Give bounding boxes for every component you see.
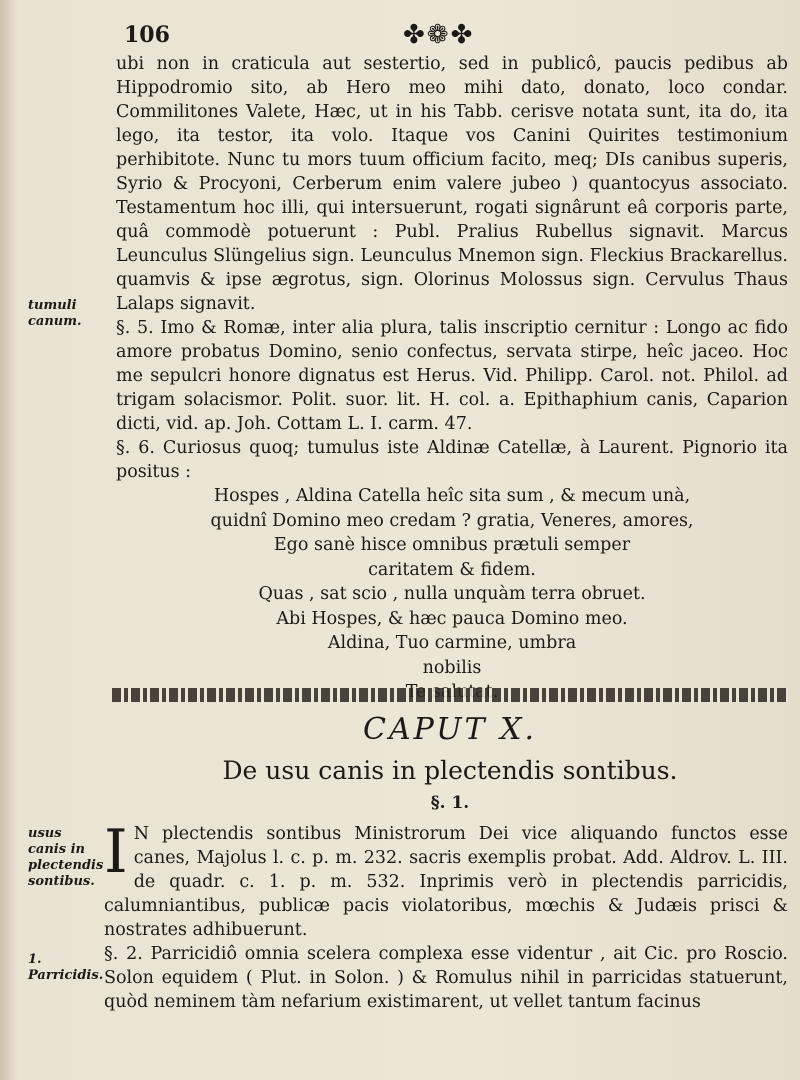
header-ornament: ✤❁✤ [403, 20, 475, 50]
chapter-subtitle: De usu canis in plectendis sontibus. [222, 756, 678, 785]
chapter-paragraph-1-text: N plectendis sontibus Ministrorum Dei vice aliquando functos esse canes, Majolus l. c. p. m. 232. sacris exemplis probat. Add. Aldrov. L. III. de quadr. c. 1. p. m. 532. Inprimis verò in plectendis parricidis, calumniantibus, publicæ pacis violatoribus, mœchis & Judæis prisci & nostrates adhibuerunt. [104, 824, 788, 940]
ornamental-rule [112, 688, 788, 702]
drop-cap: I [104, 817, 128, 887]
paragraph-continuation: ubi non in craticula aut sestertio, sed in publicô, paucis pedibus ab Hippodromio sito, ab Hero meo mihi dato, donato, loco condar. Commilitones Valete, Hæc, ut in his Tabb. cerisve notata sunt, ita do, ita lego, ita testor, ita volo. Itaque vos Canini Quirites testimonium perhibitote. Nunc tu mors tuum officium facito, meq; DIs canibus superis, Syrio & Procyoni, Cerberum enim valere jubeo ) quantocyus associato. Testamentum hoc illi, qui intersuerunt, rogati signârunt eâ corporis parte, quâ commodè potuerunt : Publ. Pralius Rubellus signavit. Marcus Leunculus Slüngelius sign. Leunculus Mnemon sign. Fleckius Brackarellus. quamvis & ipse ægrotus, sign. Olorinus Molossus sign. Cervulus Thaus Lalaps signavit. [116, 54, 788, 314]
body-text [116, 52, 788, 705]
margin-note-usus-canis: usus canis in plectendis sontibus. [28, 826, 104, 889]
poem-line: caritatem & fidem. [368, 559, 536, 580]
margin-note-tumuli: tumuli canum. [28, 298, 82, 329]
chapter-title: CAPUT X. [363, 712, 537, 747]
chapter-body [104, 817, 788, 1014]
paragraph-section-6: §. 6. Curiosus quoq; tumulus iste Aldinæ Catellæ, à Laurent. Pignorio ita positus : [116, 438, 788, 482]
poem-line: Aldina, Tuo carmine, umbra [327, 633, 577, 653]
poem-line: Hospes , Aldina Catella heîc sita sum , & mecum unà, [213, 486, 691, 506]
poem-line: quidnî Domino meo credam ? gratia, Veneres, amores, [210, 510, 694, 531]
page-number: 106 [124, 22, 170, 48]
chapter-paragraph-2: §. 2. Parricidiô omnia scelera complexa esse videntur , ait Cic. pro Roscio. Solon equidem ( Plut. in Solon. ) & Romulus nihil in parricidas statuerunt, quòd neminem tàm nefarium existimarent, ut vellet tantum facinus [104, 944, 788, 1012]
paragraph-section-5: §. 5. Imo & Romæ, inter alia plura, talis inscriptio cernitur : Longo ac fido amore probatus Domino, senio confectus, servata stirpe, heîc jaceo. Hoc me sepulcri honore dignatus est Herus. Vid. Philipp. Carol. not. Philol. ad trigam solacismor. Polit. suor. lit. H. col. a. Epithaphium canis, Caparion dicti, vid. ap. Joh. Cottam L. I. carm. 47. [116, 318, 788, 434]
poem-line: Quas , sat scio , nulla unquàm terra obruet. [258, 584, 646, 604]
poem-line: nobilis [422, 657, 482, 678]
chapter-paragraph-1 [104, 817, 788, 942]
margin-note-parricidis: 1. Parricidis. [28, 952, 104, 983]
poem-line: Abi Hospes, & hæc pauca Domino meo. [276, 608, 628, 629]
section-number: §. 1. [430, 793, 470, 813]
poem-line: Ego sanè hisce omnibus prætuli semper [273, 535, 631, 555]
epitaph-poem [116, 484, 788, 705]
